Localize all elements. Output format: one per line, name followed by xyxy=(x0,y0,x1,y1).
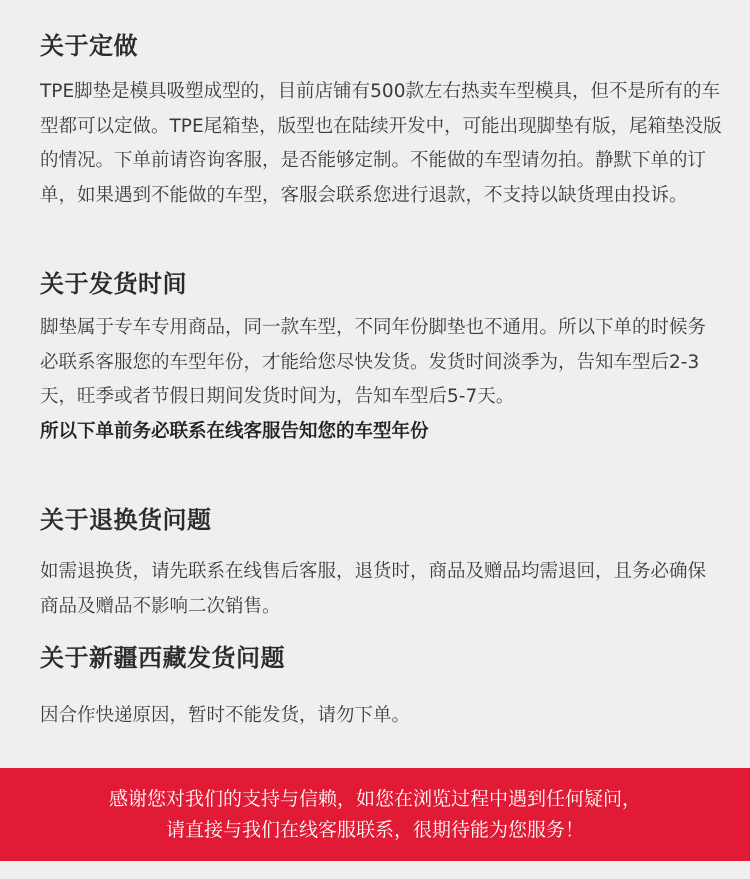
section-custom-order xyxy=(40,30,722,213)
banner-line-1: 感谢您对我们的支持与信赖，如您在浏览过程中遇到任何疑问， xyxy=(108,788,641,810)
section-body: 因合作快递原因，暂时不能发货，请勿下单。 xyxy=(40,705,411,726)
section-xinjiang-tibet xyxy=(40,642,722,734)
section-body: 脚垫属于专车专用商品，同一款车型，不同年份脚垫也不通用。所以下单的时候务必联系客服您的车型年份，才能给您尽快发货。发货时间淡季为，告知车型后2-3天，旺季或者节假日期间发货时间为，告知车型后5-7天。 xyxy=(40,317,707,407)
banner-line-2: 请直接与我们在线客服联系，很期待能为您服务！ xyxy=(165,819,584,841)
section-title: 关于退换货问题 xyxy=(40,506,212,534)
section-returns xyxy=(40,504,722,624)
section-title: 关于发货时间 xyxy=(40,270,187,298)
section-shipping-time xyxy=(40,268,722,449)
thank-you-banner xyxy=(0,768,750,861)
section-body: TPE脚垫是模具吸塑成型的，目前店铺有500款左右热卖车型模具，但不是所有的车型都可以定做。TPE尾箱垫，版型也在陆续开发中，可能出现脚垫有版，尾箱垫没版的情况。下单前请咨询客服，是否能够定制。不能做的车型请勿拍。静默下单的订单，如果遇到不能做的车型，客服会联系您进行退款，不支持以缺货理由投诉。 xyxy=(40,81,722,206)
section-body: 如需退换货，请先联系在线售后客服，退货时，商品及赠品均需退回，且务必确保商品及赠品不影响二次销售。 xyxy=(40,561,707,617)
section-emphasis: 所以下单前务必联系在线客服告知您的车型年份 xyxy=(40,420,429,442)
section-title: 关于新疆西藏发货问题 xyxy=(40,644,285,672)
section-title: 关于定做 xyxy=(40,32,138,60)
